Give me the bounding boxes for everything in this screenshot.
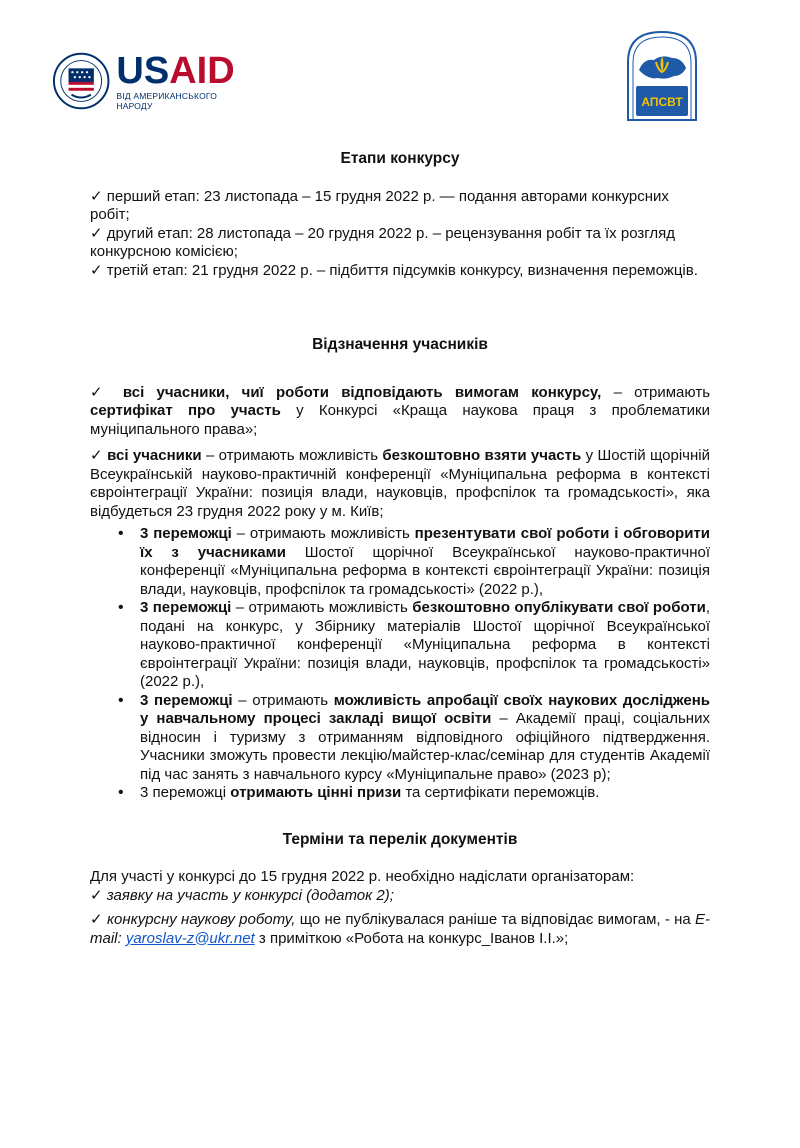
terms-item-paper <box>90 911 710 948</box>
bullet-1-text-1: – отримають можливість <box>231 525 415 542</box>
terms-item-2-italic-1: конкурсну наукову роботу, <box>106 911 296 928</box>
stage-item: ✓ другий етап: 28 листопада – 20 грудня 2022 р. – рецензування робіт та їх розгляд конкурсною комісією; <box>90 224 676 260</box>
awards-p2-text-1: – отримають можливість <box>201 447 383 464</box>
bullet-2-text-2: , подані на конкурс, у Збірнику матеріалів Шостої щорічної Всеукраїнської науково-практичної конференції «Муніципальна реформа в контексті євроінтеграції України: позиція влади, науковців, профспілок та громадськості» (2022 р.), <box>140 599 710 690</box>
awards-p2-text-2: у Шостій щорічній Всеукраїнській науково-практичній конференції «Муніципальна реформа в контексті євроінтеграції України: позиція влади, науковців, профспілок та громадськості», яка відбудеться 23 грудня 2022 року у м. Київ; <box>90 447 710 520</box>
terms-heading: Терміни та перелік документів <box>282 830 518 848</box>
awards-p2-bold-2: безкоштовно взяти участь <box>382 447 582 464</box>
bullet-3-bold-2: можливість апробації своїх наукових досліджень у навчальному процесі закладі вищої освіти <box>140 691 710 727</box>
awards-p1-text-2: у Конкурсі «Краща наукова праця з проблематики муніципального права»; <box>90 402 710 438</box>
usaid-brand-us: US <box>116 49 170 92</box>
awards-p1-bold-1: всі учасники, чиї роботи відповідають вимогам конкурсу, <box>122 383 602 401</box>
list-item <box>118 784 710 803</box>
bullet-4-bold-1: отримають цінні призи <box>230 784 402 801</box>
winners-bullet-list <box>118 525 710 803</box>
email-link[interactable]: yaroslav-z@ukr.net <box>125 929 255 947</box>
awards-paragraph-certificate <box>90 384 710 440</box>
bullet-2-bold-2: безкоштовно опублікувати свої роботи <box>412 599 706 616</box>
bullet-4-text-2: та сертифікати переможців. <box>401 784 600 801</box>
apsvt-emblem-icon <box>624 28 700 124</box>
awards-p1-bold-2: сертифікат про участь <box>90 402 281 419</box>
bullet-1-text-2: Шостої щорічної Всеукраїнської науково-практичної конференції «Муніципальна реформа в контексті євроінтеграції України: позиція влади, науковців, профспілок та громадськості» (2022 р.), <box>140 543 710 598</box>
bullet-3-text-1: – отримають <box>232 691 334 709</box>
terms-item-2-text-1: що не публікувалася раніше та відповідає вимогам, - на <box>295 911 696 928</box>
terms-item-2-italic-2: E-mail: <box>90 911 711 947</box>
awards-p1-text-1: – отримають <box>601 383 711 401</box>
terms-intro: Для участі у конкурсі до 15 грудня 2022 р. необхідно надіслати організаторам: <box>90 868 635 885</box>
awards-p2-bold-1: всі учасники <box>107 447 202 464</box>
apsvt-label: АПСВТ <box>641 95 683 109</box>
list-item <box>118 692 710 785</box>
awards-paragraph-conference <box>90 447 710 521</box>
bullet-2-bold-1: 3 переможці <box>140 599 232 616</box>
check-mark: ✓ <box>90 886 107 904</box>
usaid-subtitle: ВІД АМЕРИКАНСЬКОГО НАРОДУ <box>116 90 218 111</box>
bullet-3-text-2: – Академії праці, соціальних відносин і туризму з отриманням відповідного офіційного підтвердження. Учасники зможуть провести лекцію/майстер-клас/семінар для студентів Академії під час занять з навчального курсу «Муніципальне право» (2023 р); <box>140 710 710 783</box>
document-body <box>90 140 710 948</box>
terms-item-2-text-2: з приміткою «Робота на конкурс_Іванов І.І.»; <box>254 929 569 947</box>
bullet-1-bold-1: 3 переможці <box>140 525 232 542</box>
check-mark: ✓ <box>90 911 107 928</box>
list-item <box>118 599 710 692</box>
stage-item: ✓ перший етап: 23 листопада – 15 грудня 2022 р. — подання авторами конкурсних робіт; <box>90 187 669 223</box>
usaid-brand-aid: AID <box>169 49 235 92</box>
bullet-4-text-1: 3 переможці <box>140 784 231 801</box>
terms-item-1-italic: заявку на участь у конкурсі (додаток 2); <box>106 886 394 904</box>
list-item <box>118 525 710 599</box>
stages-list <box>90 188 710 281</box>
bullet-2-text-1: – отримають можливість <box>231 599 413 616</box>
terms-item-application <box>90 887 710 906</box>
awards-heading: Відзначення учасників <box>312 336 488 353</box>
stages-heading: Етапи конкурсу <box>340 150 460 167</box>
bullet-1-bold-2: презентувати свої роботи і обговорити їх з учасниками <box>140 525 711 561</box>
bullet-3-bold-1: 3 переможці <box>140 691 233 709</box>
check-mark: ✓ <box>90 383 111 401</box>
usaid-seal-icon <box>52 51 110 111</box>
check-mark: ✓ <box>90 447 103 464</box>
usaid-logo <box>52 50 252 112</box>
stage-item: ✓ третій етап: 21 грудня 2022 р. – підбиття підсумків конкурсу, визначення переможців. <box>90 261 698 279</box>
page-header <box>0 0 800 130</box>
